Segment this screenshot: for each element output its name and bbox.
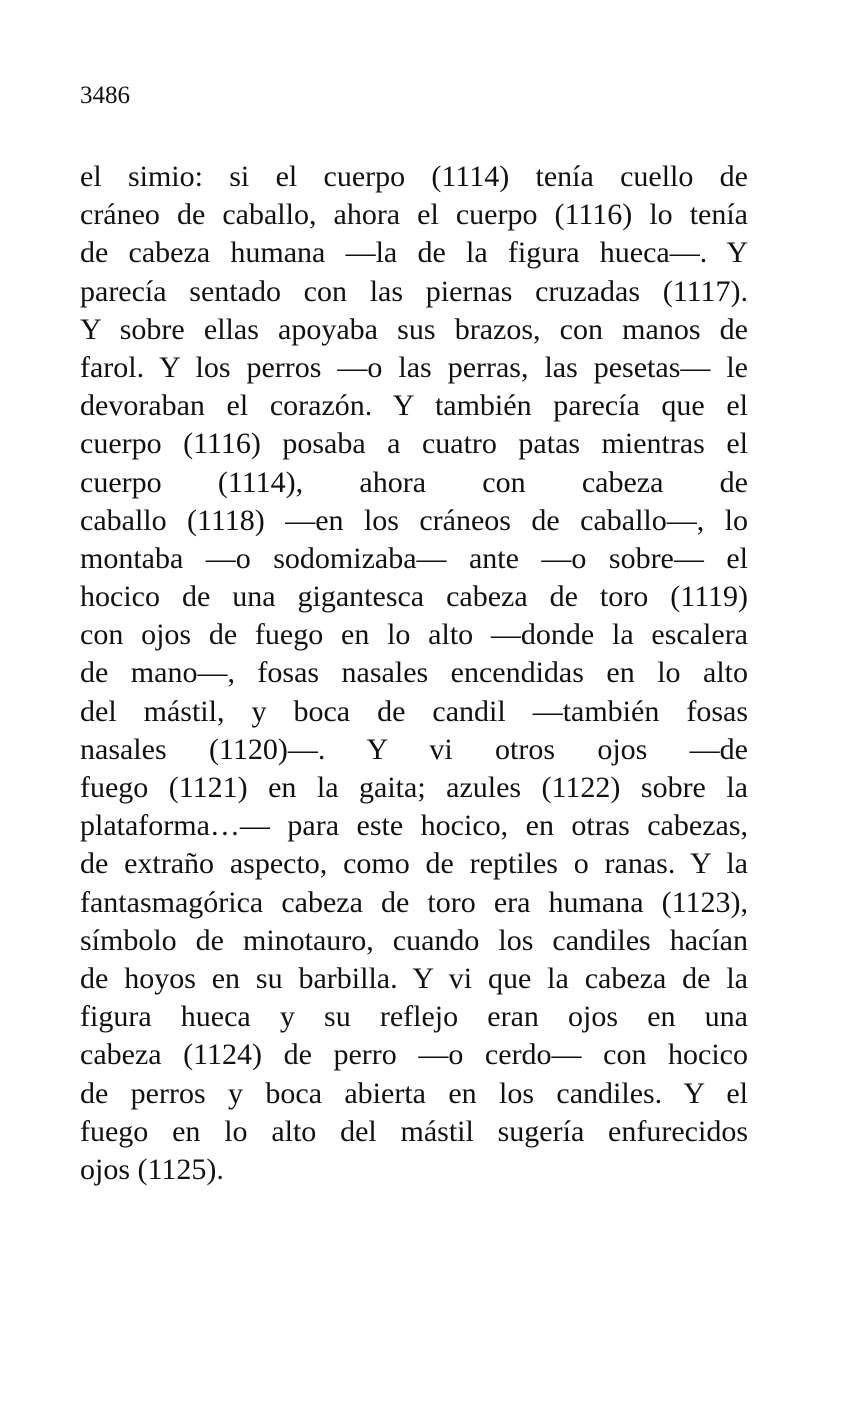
text-line: fuego (1121) en la gaita; azules (1122) sobre la — [80, 771, 748, 804]
text-line: con ojos de fuego en lo alto —donde la escalera — [80, 618, 748, 652]
text-line: de mano—, fosas nasales encendidas en lo alto — [80, 656, 748, 690]
text-line: cabeza (1124) de perro —o cerdo— con hocico — [80, 1038, 748, 1072]
text-line: de extraño aspecto, como de reptiles o ranas. Y la — [80, 847, 748, 881]
text-line: símbolo de minotauro, cuando los candiles hacían — [80, 923, 748, 957]
text-line: plataforma…— para este hocico, en otras cabezas, — [80, 809, 748, 843]
text-line: devoraban el corazón. Y también parecía que el — [80, 389, 748, 423]
text-line: nasales (1120)—. Y vi otros ojos —de — [80, 732, 748, 766]
text-line: el simio: si el cuerpo (1114) tenía cuello de — [80, 160, 748, 193]
text-line: Y sobre ellas apoyaba sus brazos, con manos de — [80, 312, 748, 346]
text-line: de cabeza humana —la de la figura hueca—. Y — [80, 236, 748, 270]
text-line: del mástil, y boca de candil —también fosas — [80, 694, 748, 728]
text-line: fuego en lo alto del mástil sugería enfurecidos — [80, 1114, 748, 1148]
page-number: 3486 — [80, 82, 130, 109]
text-line: de perros y boca abierta en los candiles. Y el — [80, 1076, 748, 1110]
text-line: farol. Y los perros —o las perras, las pesetas— le — [80, 350, 748, 384]
text-line: caballo (1118) —en los cráneos de caballo—, lo — [80, 503, 748, 537]
text-line: cuerpo (1116) posaba a cuatro patas mientras el — [80, 427, 748, 461]
text-line: figura hueca y su reflejo eran ojos en una — [80, 1000, 748, 1034]
text-line: fantasmagórica cabeza de toro era humana (1123), — [80, 885, 748, 919]
body-paragraph — [80, 158, 748, 1189]
text-line: parecía sentado con las piernas cruzadas (1117). — [80, 274, 748, 308]
text-line: ojos (1125). — [80, 1152, 224, 1186]
text-line: de hoyos en su barbilla. Y vi que la cabeza de la — [80, 961, 748, 995]
text-line: cráneo de caballo, ahora el cuerpo (1116) lo tenía — [80, 198, 748, 232]
text-line: hocico de una gigantesca cabeza de toro (1119) — [80, 580, 748, 614]
text-line: montaba —o sodomizaba— ante —o sobre— el — [80, 541, 748, 575]
text-line: cuerpo (1114), ahora con cabeza de — [80, 465, 748, 499]
